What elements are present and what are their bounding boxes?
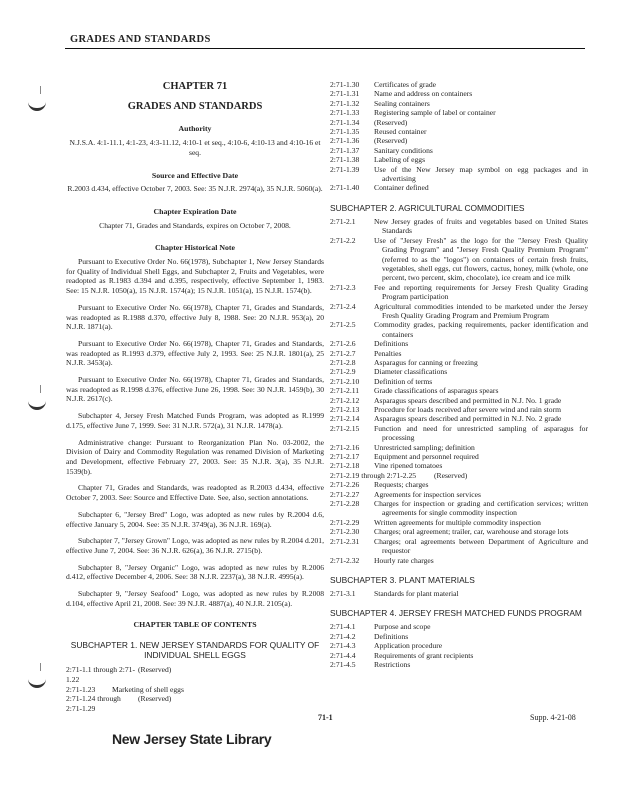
toc-entry [330, 99, 588, 108]
toc-entry [330, 146, 588, 155]
section-title: Agreements for inspection services [374, 489, 481, 499]
toc-entry [330, 183, 588, 192]
right-column [330, 80, 588, 669]
toc-entry [330, 556, 588, 565]
toc-entry [330, 377, 588, 386]
section-number: 2:71-2.12 [330, 395, 360, 405]
section-number: 2:71-2.3 [330, 282, 356, 292]
toc-entry [330, 302, 588, 321]
toc-entry [330, 660, 588, 669]
section-title: (Reserved) [138, 694, 172, 704]
section-number: 2:71-1.24 through 2:71-1.29 [66, 694, 121, 713]
subchapter-2-heading: SUBCHAPTER 2. AGRICULTURAL COMMODITIES [330, 202, 525, 213]
toc-entry [330, 424, 588, 443]
section-title: Charges for inspection or grading and certification services; written agreements for single commodity inspection [374, 499, 588, 518]
subchapter-3-heading: SUBCHAPTER 3. PLANT MATERIALS [330, 574, 475, 585]
section-title: Certificates of grade [374, 80, 436, 89]
section-title: (Reserved) [374, 136, 408, 146]
section-title: Restrictions [374, 659, 411, 669]
subchapter-1-heading: SUBCHAPTER 1. NEW JERSEY STANDARDS FOR QUALITY OF INDIVIDUAL SHELL EGGS [70, 640, 320, 661]
toc-entry [330, 127, 588, 136]
toc-entry [330, 108, 588, 117]
toc-entry [330, 405, 588, 414]
section-title: (Reserved) [138, 665, 172, 675]
binder-hole-mark [28, 397, 46, 410]
section-title: Use of the New Jersey map symbol on egg packages and in advertising [374, 164, 588, 184]
section-title: Commodity grades, packing requirements, packer identification and containers [374, 320, 588, 339]
binder-mark-tick [40, 86, 41, 94]
section-title: Requirements of grant recipients [374, 650, 474, 660]
toc-entry [330, 651, 588, 660]
section-title: Container defined [374, 183, 429, 193]
section-number: 2:71-1.37 [330, 145, 360, 155]
section-number: 2:71-1.33 [330, 108, 360, 118]
section-number: 2:71-1.35 [330, 127, 360, 137]
history-paragraph: Pursuant to Executive Order No. 66(1978), Chapter 71, Grades and Standards, was readopted as R.1988 d.370, effective July 8, 1988. See: 20 N.J.R. 953(a), 20 N.J.R. 1871(a). [66, 302, 324, 332]
toc-entry [330, 349, 588, 358]
section-number: 2:71-2.27 [330, 489, 360, 499]
section-title: Grade classifications of asparagus spears [374, 386, 499, 396]
section-number: 2:71-2.15 [330, 423, 360, 433]
section-number: 2:71-1.31 [330, 89, 360, 99]
section-number: 2:71-1.36 [330, 136, 360, 146]
section-title: Procedure for loads received after severe wind and rain storm [374, 405, 562, 414]
section-title: Diameter classifications [374, 367, 448, 377]
toc-entry [66, 665, 324, 684]
toc-entry [330, 452, 588, 461]
toc-entry [330, 632, 588, 641]
section-number: 2:71-1.23 [66, 684, 96, 694]
section-title: (Reserved) [434, 470, 468, 480]
toc-entry [330, 165, 588, 184]
section-title: Unrestricted sampling; definition [374, 442, 475, 452]
section-title: Function and need for unrestricted sampling of asparagus for processing [374, 423, 588, 443]
section-number: 2:71-4.1 [330, 622, 356, 632]
toc-entry [330, 367, 588, 376]
toc-entry [330, 527, 588, 536]
section-title: Asparagus for canning or freezing [374, 357, 478, 367]
toc-entry [66, 685, 324, 695]
section-title: Definitions [374, 339, 409, 349]
section-title: Registering sample of label or container [374, 108, 496, 118]
section-title: Charges; oral agreements between Department of Agriculture and requestor [374, 536, 588, 556]
section-title: Vine ripened tomatoes [374, 461, 443, 471]
library-watermark: New Jersey State Library [112, 731, 272, 747]
toc-entry [330, 339, 588, 348]
toc-entry [330, 622, 588, 631]
binder-mark-tick [40, 663, 41, 671]
section-title: New Jersey grades of fruits and vegetables based on United States Standards [374, 216, 588, 236]
toc-entry [330, 118, 588, 127]
expiration-text: Chapter 71, Grades and Standards, expires on October 7, 2008. [99, 220, 291, 230]
section-number: 2:71-2.28 [330, 499, 360, 509]
section-number: 2:71-3.1 [330, 588, 356, 598]
toc-entry [330, 386, 588, 395]
section-number: 2:71-2.5 [330, 320, 356, 330]
section-number: 2:71-2.4 [330, 301, 356, 311]
toc-entry [330, 490, 588, 499]
subchapter-4-entries [330, 622, 588, 669]
subchapter-1-continued [330, 80, 588, 193]
binder-hole-mark [28, 98, 46, 111]
section-number: 2:71-2.8 [330, 357, 356, 367]
toc-entry [330, 641, 588, 650]
toc-entry [330, 80, 588, 89]
toc-entry [330, 283, 588, 302]
section-title: Equipment and personnel required [374, 452, 479, 462]
section-number: 2:71-2.30 [330, 527, 360, 537]
section-title: Marketing of shell eggs [112, 684, 184, 694]
section-number: 2:71-2.14 [330, 414, 360, 424]
toc-entry [330, 518, 588, 527]
toc-entry [330, 89, 588, 98]
section-number: 2:71-2.18 [330, 461, 360, 471]
section-title: Requests; charges [374, 480, 429, 490]
toc-entry [330, 443, 588, 452]
toc-entry [330, 396, 588, 405]
section-number: 2:71-2.1 [330, 216, 356, 226]
section-number: 2:71-1.34 [330, 117, 360, 127]
toc-entry [330, 461, 588, 470]
section-number: 2:71-4.3 [330, 641, 356, 651]
chapter-number: CHAPTER 71 [162, 81, 228, 92]
section-title: Asparagus spears described and permitted in N.J. No. 2 grade [374, 414, 562, 424]
section-title: Use of "Jersey Fresh" as the logo for the "Jersey Fresh Quality Grading Program" and "Jersey Fresh Quality Premium Program" (referred to as the "logos") on containers of certain fresh fruits, vegetables, shell eggs, cut flowers, cactus, honey, milk (whole, one percent, two percent, skim, chocolate), ice cream and ice milk [374, 235, 588, 283]
section-title: Asparagus spears described and permitted in N.J. No. 1 grade [374, 395, 562, 405]
section-number: 2:71-2.26 [330, 480, 360, 490]
toc-entry [66, 694, 324, 713]
history-paragraph: Administrative change: Pursuant to Reorganization Plan No. 03-2002, the Division of Dairy and Commodity Regulation was renamed Division of Marketing and Development, effective February 27, 2003. See: 35 N.J.R. 3(a), 35 N.J.R. 1539(b). [66, 437, 324, 476]
history-paragraph: Chapter 71, Grades and Standards, was readopted as R.2003 d.434, effective October 7, 2003. See: Source and Effective Date. See, also, section annotations. [66, 483, 324, 503]
section-number: 2:71-4.2 [330, 631, 356, 641]
section-number: 2:71-2.31 [330, 536, 360, 546]
binder-hole-mark [28, 675, 46, 688]
section-number: 2:71-1.39 [330, 164, 360, 174]
section-title: Purpose and scope [374, 622, 431, 632]
section-number: 2:71-2.2 [330, 235, 356, 245]
section-title: Sanitary conditions [374, 145, 433, 155]
authority-text: N.J.S.A. 4:1-11.1, 4:1-23, 4:3-11.12, 4:10-1 et seq., 4:10-6, 4:10-13 and 4:10-16 et seq. [69, 138, 321, 157]
source-heading: Source and Effective Date [151, 170, 239, 180]
section-title: Definition of terms [374, 376, 433, 386]
history-paragraph: Subchapter 7, "Jersey Grown" Logo, was adopted as new rules by R.2004 d.201, effective June 7, 2004. See: 36 N.J.R. 626(a), 36 N.J.R. 2715(b). [66, 536, 324, 555]
history-paragraph: Pursuant to Executive Order No. 66(1978), Chapter 71, Grades and Standards, was readopted as R.1998 d.376, effective June 26, 1998. See: 30 N.J.R. 1459(b), 30 N.J.R. 2617(c). [66, 375, 324, 404]
page-number: 71-1 [318, 713, 333, 722]
history-paragraph: Subchapter 6, "Jersey Bred" Logo, was adopted as new rules by R.2004 d.6, effective January 5, 2004. See: 35 N.J.R. 3749(a), 36 N.J.R. 169(a). [66, 509, 324, 529]
section-number: 2:71-1.1 through 2:71-1.22 [66, 665, 135, 684]
section-title: (Reserved) [374, 117, 408, 127]
history-paragraph: Pursuant to Executive Order No. 66(1978), Chapter 71, Grades and Standards, was readopted as R.1993 d.379, effective July 2, 1993. See: 25 N.J.R. 1801(a), 25 N.J.R. 3453(a). [66, 338, 324, 368]
section-number: 2:71-1.32 [330, 98, 360, 108]
toc-entry [330, 414, 588, 423]
section-title: Definitions [374, 631, 409, 641]
section-title: Application procedure [374, 641, 443, 651]
section-number: 2:71-2.17 [330, 452, 360, 462]
toc-heading: CHAPTER TABLE OF CONTENTS [133, 620, 257, 630]
history-paragraph: Subchapter 8, "Jersey Organic" Logo, was adopted as new rules by R.2006 d.412, effective December 4, 2006. See: 38 N.J.R. 2237(a), 38 N.J.R. 4995(a). [66, 562, 324, 582]
section-number: 2:71-2.6 [330, 339, 356, 349]
left-column [66, 80, 324, 714]
toc-entry [330, 155, 588, 164]
expiration-heading: Chapter Expiration Date [153, 206, 237, 216]
history-paragraph: Pursuant to Executive Order No. 66(1978), Subchapter 1, New Jersey Standards for Quality of Individual Shell Eggs, and Subchapter 2, Fruits and Vegetables, were readopted as R.1983 d.394 and d.395, respectively, effective September 1, 1983. See: 15 N.J.R. 1050(a), 15 N.J.R. 1574(a); 15 N.J.R. 1051(a), 15 N.J.R. 1574(b). [66, 257, 324, 296]
section-title: Reused container [374, 127, 427, 137]
section-title: Fee and reporting requirements for Jersey Fresh Quality Grading Program participation [374, 282, 588, 302]
section-title: Charges; oral agreement; trailer, car, warehouse and storage lots [374, 527, 569, 537]
section-title: Hourly rate charges [374, 555, 434, 565]
section-title: Standards for plant material [374, 588, 459, 598]
section-title: Labeling of eggs [374, 155, 426, 165]
toc-entry [330, 320, 588, 339]
section-number: 2:71-1.30 [330, 80, 360, 89]
section-title: Written agreements for multiple commodity inspection [374, 517, 541, 527]
section-title: Sealing containers [374, 98, 430, 108]
section-number: 2:71-1.40 [330, 183, 360, 193]
section-number: 2:71-4.5 [330, 659, 356, 669]
toc-entry [330, 471, 588, 480]
toc-entry [330, 358, 588, 367]
subchapter-4-heading: SUBCHAPTER 4. JERSEY FRESH MATCHED FUNDS PROGRAM [330, 608, 582, 619]
supplement-date: Supp. 4-21-08 [530, 713, 576, 722]
toc-entry [330, 537, 588, 556]
subchapter-2-entries [330, 217, 588, 565]
chapter-title: GRADES AND STANDARDS [127, 100, 263, 112]
section-number: 2:71-2.10 [330, 376, 360, 386]
section-number: 2:71-2.29 [330, 517, 360, 527]
source-text: R.2003 d.434, effective October 7, 2003. See: 35 N.J.R. 2974(a), 35 N.J.R. 5060(a). [67, 184, 323, 194]
section-title: Penalties [374, 348, 402, 358]
authority-heading: Authority [178, 124, 212, 134]
running-header: GRADES AND STANDARDS [70, 34, 211, 45]
section-number: 2:71-2.19 through 2:71-2.25 [330, 470, 417, 480]
section-number: 2:71-1.38 [330, 155, 360, 165]
section-number: 2:71-2.32 [330, 555, 360, 565]
toc-entry [330, 136, 588, 145]
historical-notes [66, 257, 324, 608]
section-number: 2:71-2.7 [330, 348, 356, 358]
binder-mark-tick [40, 385, 41, 393]
history-paragraph: Subchapter 9, "Jersey Seafood" Logo, was adopted as new rules by R.2008 d.104, effective April 21, 2008. See: 39 N.J.R. 4887(a), 40 N.J.R. 2105(a). [66, 589, 324, 608]
history-heading: Chapter Historical Note [155, 243, 235, 253]
section-title: Agricultural commodities intended to be marketed under the Jersey Fresh Quality Grading Program and Premium Program [374, 301, 588, 320]
section-number: 2:71-4.4 [330, 650, 356, 660]
toc-entry [330, 589, 588, 598]
header-rule [65, 48, 585, 49]
section-number: 2:71-2.11 [330, 386, 360, 396]
history-paragraph: Subchapter 4, Jersey Fresh Matched Funds Program, was adopted as R.1999 d.175, effective June 7, 1999. See: 31 N.J.R. 572(a), 31 N.J.R. 1478(a). [66, 411, 324, 430]
section-number: 2:71-2.9 [330, 367, 356, 377]
toc-entry [330, 499, 588, 518]
toc-entry [330, 217, 588, 236]
toc-entry [330, 236, 588, 283]
section-number: 2:71-2.13 [330, 405, 360, 414]
section-title: Name and address on containers [374, 89, 473, 99]
toc-entry [330, 480, 588, 489]
section-number: 2:71-2.16 [330, 442, 360, 452]
